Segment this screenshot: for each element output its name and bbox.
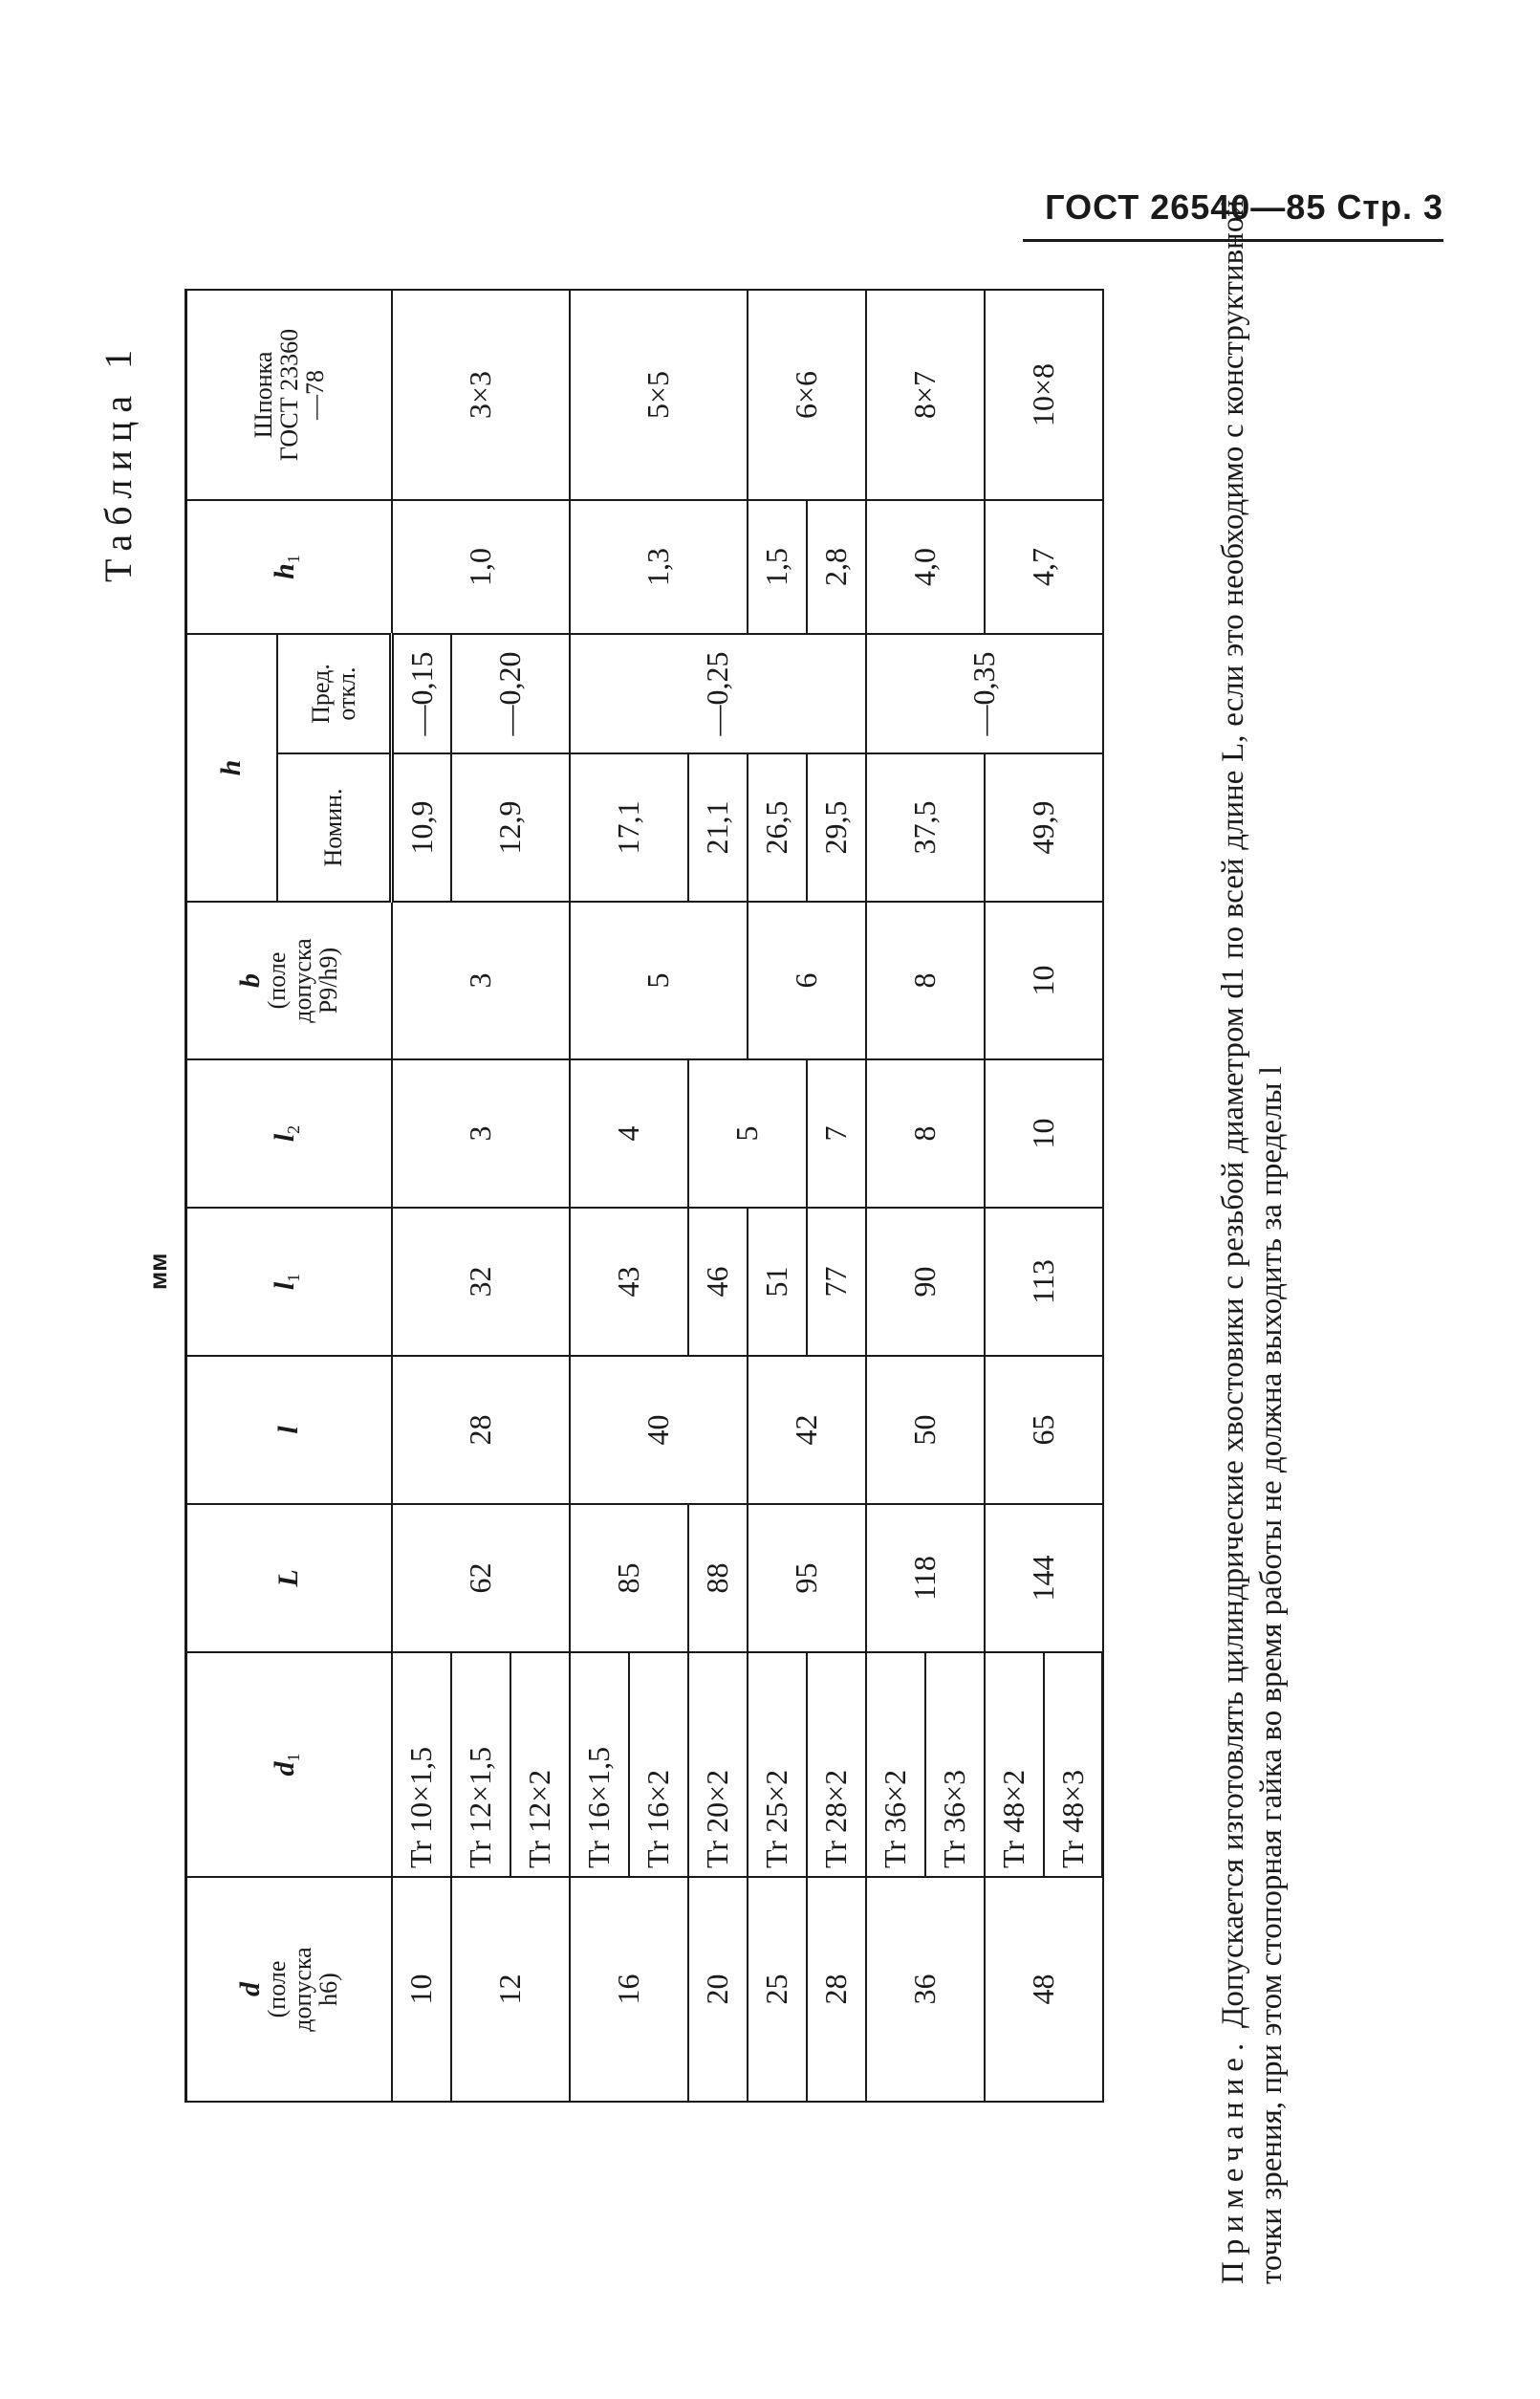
col-header-d bbox=[186, 1877, 392, 2102]
col-header-l1 bbox=[186, 1208, 392, 1356]
table-caption: Таблица 1 bbox=[97, 340, 140, 582]
cell-L: 88 bbox=[688, 1504, 748, 1652]
units-label: мм bbox=[143, 1253, 172, 1290]
col-header-L bbox=[186, 1504, 392, 1652]
cell-l1: 51 bbox=[748, 1208, 807, 1356]
cell-key: 6×6 bbox=[748, 290, 866, 500]
col-d-desc: (поле допуска h6) bbox=[262, 1947, 342, 2032]
cell-l1: 113 bbox=[985, 1208, 1103, 1356]
cell-b: 3 bbox=[392, 902, 570, 1059]
cell-l2: 8 bbox=[866, 1059, 985, 1208]
col-header-b bbox=[186, 902, 392, 1059]
cell-L: 85 bbox=[570, 1504, 688, 1652]
cell-l: 42 bbox=[748, 1356, 866, 1504]
cell-d: 36 bbox=[866, 1877, 985, 2102]
cell-d1: Tr 36×3 bbox=[925, 1652, 985, 1877]
col-l1-sub: 1 bbox=[283, 1273, 303, 1282]
cell-L: 118 bbox=[866, 1504, 985, 1652]
cell-h1: 2,8 bbox=[807, 500, 866, 634]
col-h-symbol: h bbox=[215, 759, 248, 776]
cell-d: 12 bbox=[451, 1877, 570, 2102]
cell-h1: 1,0 bbox=[392, 500, 570, 634]
cell-d: 10 bbox=[392, 1877, 451, 2102]
cell-d: 28 bbox=[807, 1877, 866, 2102]
col-l-symbol: l bbox=[272, 1426, 305, 1434]
cell-h1: 4,7 bbox=[985, 500, 1103, 634]
cell-key: 8×7 bbox=[866, 290, 985, 500]
cell-l: 50 bbox=[866, 1356, 985, 1504]
cell-h-dev: —0,15 bbox=[392, 634, 451, 753]
cell-l1: 90 bbox=[866, 1208, 985, 1356]
cell-b: 8 bbox=[866, 902, 985, 1059]
cell-b: 6 bbox=[748, 902, 866, 1059]
cell-h-nom: 37,5 bbox=[866, 753, 985, 902]
cell-d1: Tr 10×1,5 bbox=[392, 1652, 451, 1877]
cell-L: 144 bbox=[985, 1504, 1103, 1652]
cell-d1: Tr 20×2 bbox=[688, 1652, 748, 1877]
cell-l2: 7 bbox=[807, 1059, 866, 1208]
cell-d1: Tr 25×2 bbox=[748, 1652, 807, 1877]
cell-d1: Tr 12×1,5 bbox=[451, 1652, 510, 1877]
cell-l: 40 bbox=[570, 1356, 748, 1504]
page-header: ГОСТ 26540—85 Стр. 3 bbox=[1045, 187, 1443, 227]
cell-h-nom: 49,9 bbox=[985, 753, 1103, 902]
col-header-d1 bbox=[186, 1652, 392, 1877]
cell-l: 65 bbox=[985, 1356, 1103, 1504]
cell-h-nom: 12,9 bbox=[451, 753, 570, 902]
cell-d1: Tr 12×2 bbox=[510, 1652, 570, 1877]
col-header-key bbox=[186, 290, 392, 500]
col-l2-symbol: l bbox=[268, 1133, 300, 1143]
col-d-symbol: d bbox=[233, 1982, 266, 1996]
cell-d1: Tr 48×3 bbox=[1044, 1652, 1103, 1877]
cell-h-dev: —0,20 bbox=[451, 634, 570, 753]
col-b-desc: (поле допуска P9/h9) bbox=[262, 938, 342, 1023]
col-key-desc: Шпонка ГОСТ 23360—78 bbox=[249, 328, 329, 462]
cell-d1: Tr 28×2 bbox=[807, 1652, 866, 1877]
col-l1-symbol: l bbox=[268, 1281, 300, 1291]
cell-h-nom: 26,5 bbox=[748, 753, 807, 902]
col-l2-sub: 2 bbox=[283, 1124, 303, 1134]
cell-l2: 3 bbox=[392, 1059, 570, 1208]
cell-h-nom: 21,1 bbox=[688, 753, 748, 902]
cell-d1: Tr 16×1,5 bbox=[570, 1652, 629, 1877]
col-header-l bbox=[186, 1356, 392, 1504]
cell-l1: 77 bbox=[807, 1208, 866, 1356]
col-d1-sub: 1 bbox=[283, 1753, 303, 1762]
cell-key: 10×8 bbox=[985, 290, 1103, 500]
col-d1-symbol: d bbox=[268, 1761, 300, 1777]
cell-l: 28 bbox=[392, 1356, 570, 1504]
col-header-l2 bbox=[186, 1059, 392, 1208]
cell-l2: 5 bbox=[688, 1059, 807, 1208]
cell-l2: 10 bbox=[985, 1059, 1103, 1208]
cell-d1: Tr 48×2 bbox=[985, 1652, 1044, 1877]
col-header-h-dev bbox=[277, 634, 392, 753]
col-header-h-nom: Номин. bbox=[277, 753, 392, 902]
cell-h-nom: 29,5 bbox=[807, 753, 866, 902]
col-h-dev-text: Пред. откл. bbox=[306, 664, 360, 724]
cell-d: 25 bbox=[748, 1877, 807, 2102]
cell-key: 5×5 bbox=[570, 290, 748, 500]
cell-h1: 1,5 bbox=[748, 500, 807, 634]
cell-key: 3×3 bbox=[392, 290, 570, 500]
cell-h1: 1,3 bbox=[570, 500, 748, 634]
rotated-page-content bbox=[0, 9, 1540, 2399]
col-b-symbol: b bbox=[233, 973, 266, 988]
cell-l2: 4 bbox=[570, 1059, 688, 1208]
col-header-h bbox=[186, 634, 277, 902]
cell-h-nom: 10,9 bbox=[392, 753, 451, 902]
col-h1-symbol: h bbox=[268, 563, 300, 579]
cell-d: 20 bbox=[688, 1877, 748, 2102]
cell-L: 62 bbox=[392, 1504, 570, 1652]
cell-d1: Tr 16×2 bbox=[629, 1652, 688, 1877]
cell-l1: 46 bbox=[688, 1208, 748, 1356]
cell-h-nom: 17,1 bbox=[570, 753, 688, 902]
cell-d: 16 bbox=[570, 1877, 688, 2102]
cell-h1: 4,0 bbox=[866, 500, 985, 634]
cell-d: 48 bbox=[985, 1877, 1103, 2102]
table-note bbox=[1214, 200, 1291, 2284]
cell-b: 10 bbox=[985, 902, 1103, 1059]
col-h1-sub: 1 bbox=[283, 555, 303, 564]
col-header-h1 bbox=[186, 500, 392, 634]
cell-h-dev: —0,25 bbox=[570, 634, 866, 753]
dimensions-table bbox=[184, 289, 1104, 2103]
cell-l1: 32 bbox=[392, 1208, 570, 1356]
cell-l1: 43 bbox=[570, 1208, 688, 1356]
cell-b: 5 bbox=[570, 902, 748, 1059]
cell-h-dev: —0,35 bbox=[866, 634, 1103, 753]
note-text: Допускается изготовлять цилиндрические хвостовики с резьбой диаметром d1 по всей длине L, если это необходимо с конструктивной точки зрения, при этом стопорная гайка во время работы не должна выходить за пределы l bbox=[1216, 200, 1289, 2284]
note-prefix: Примечание. bbox=[1216, 2036, 1250, 2284]
cell-L: 95 bbox=[748, 1504, 866, 1652]
col-L-symbol: L bbox=[272, 1569, 305, 1587]
cell-d1: Tr 36×2 bbox=[866, 1652, 925, 1877]
